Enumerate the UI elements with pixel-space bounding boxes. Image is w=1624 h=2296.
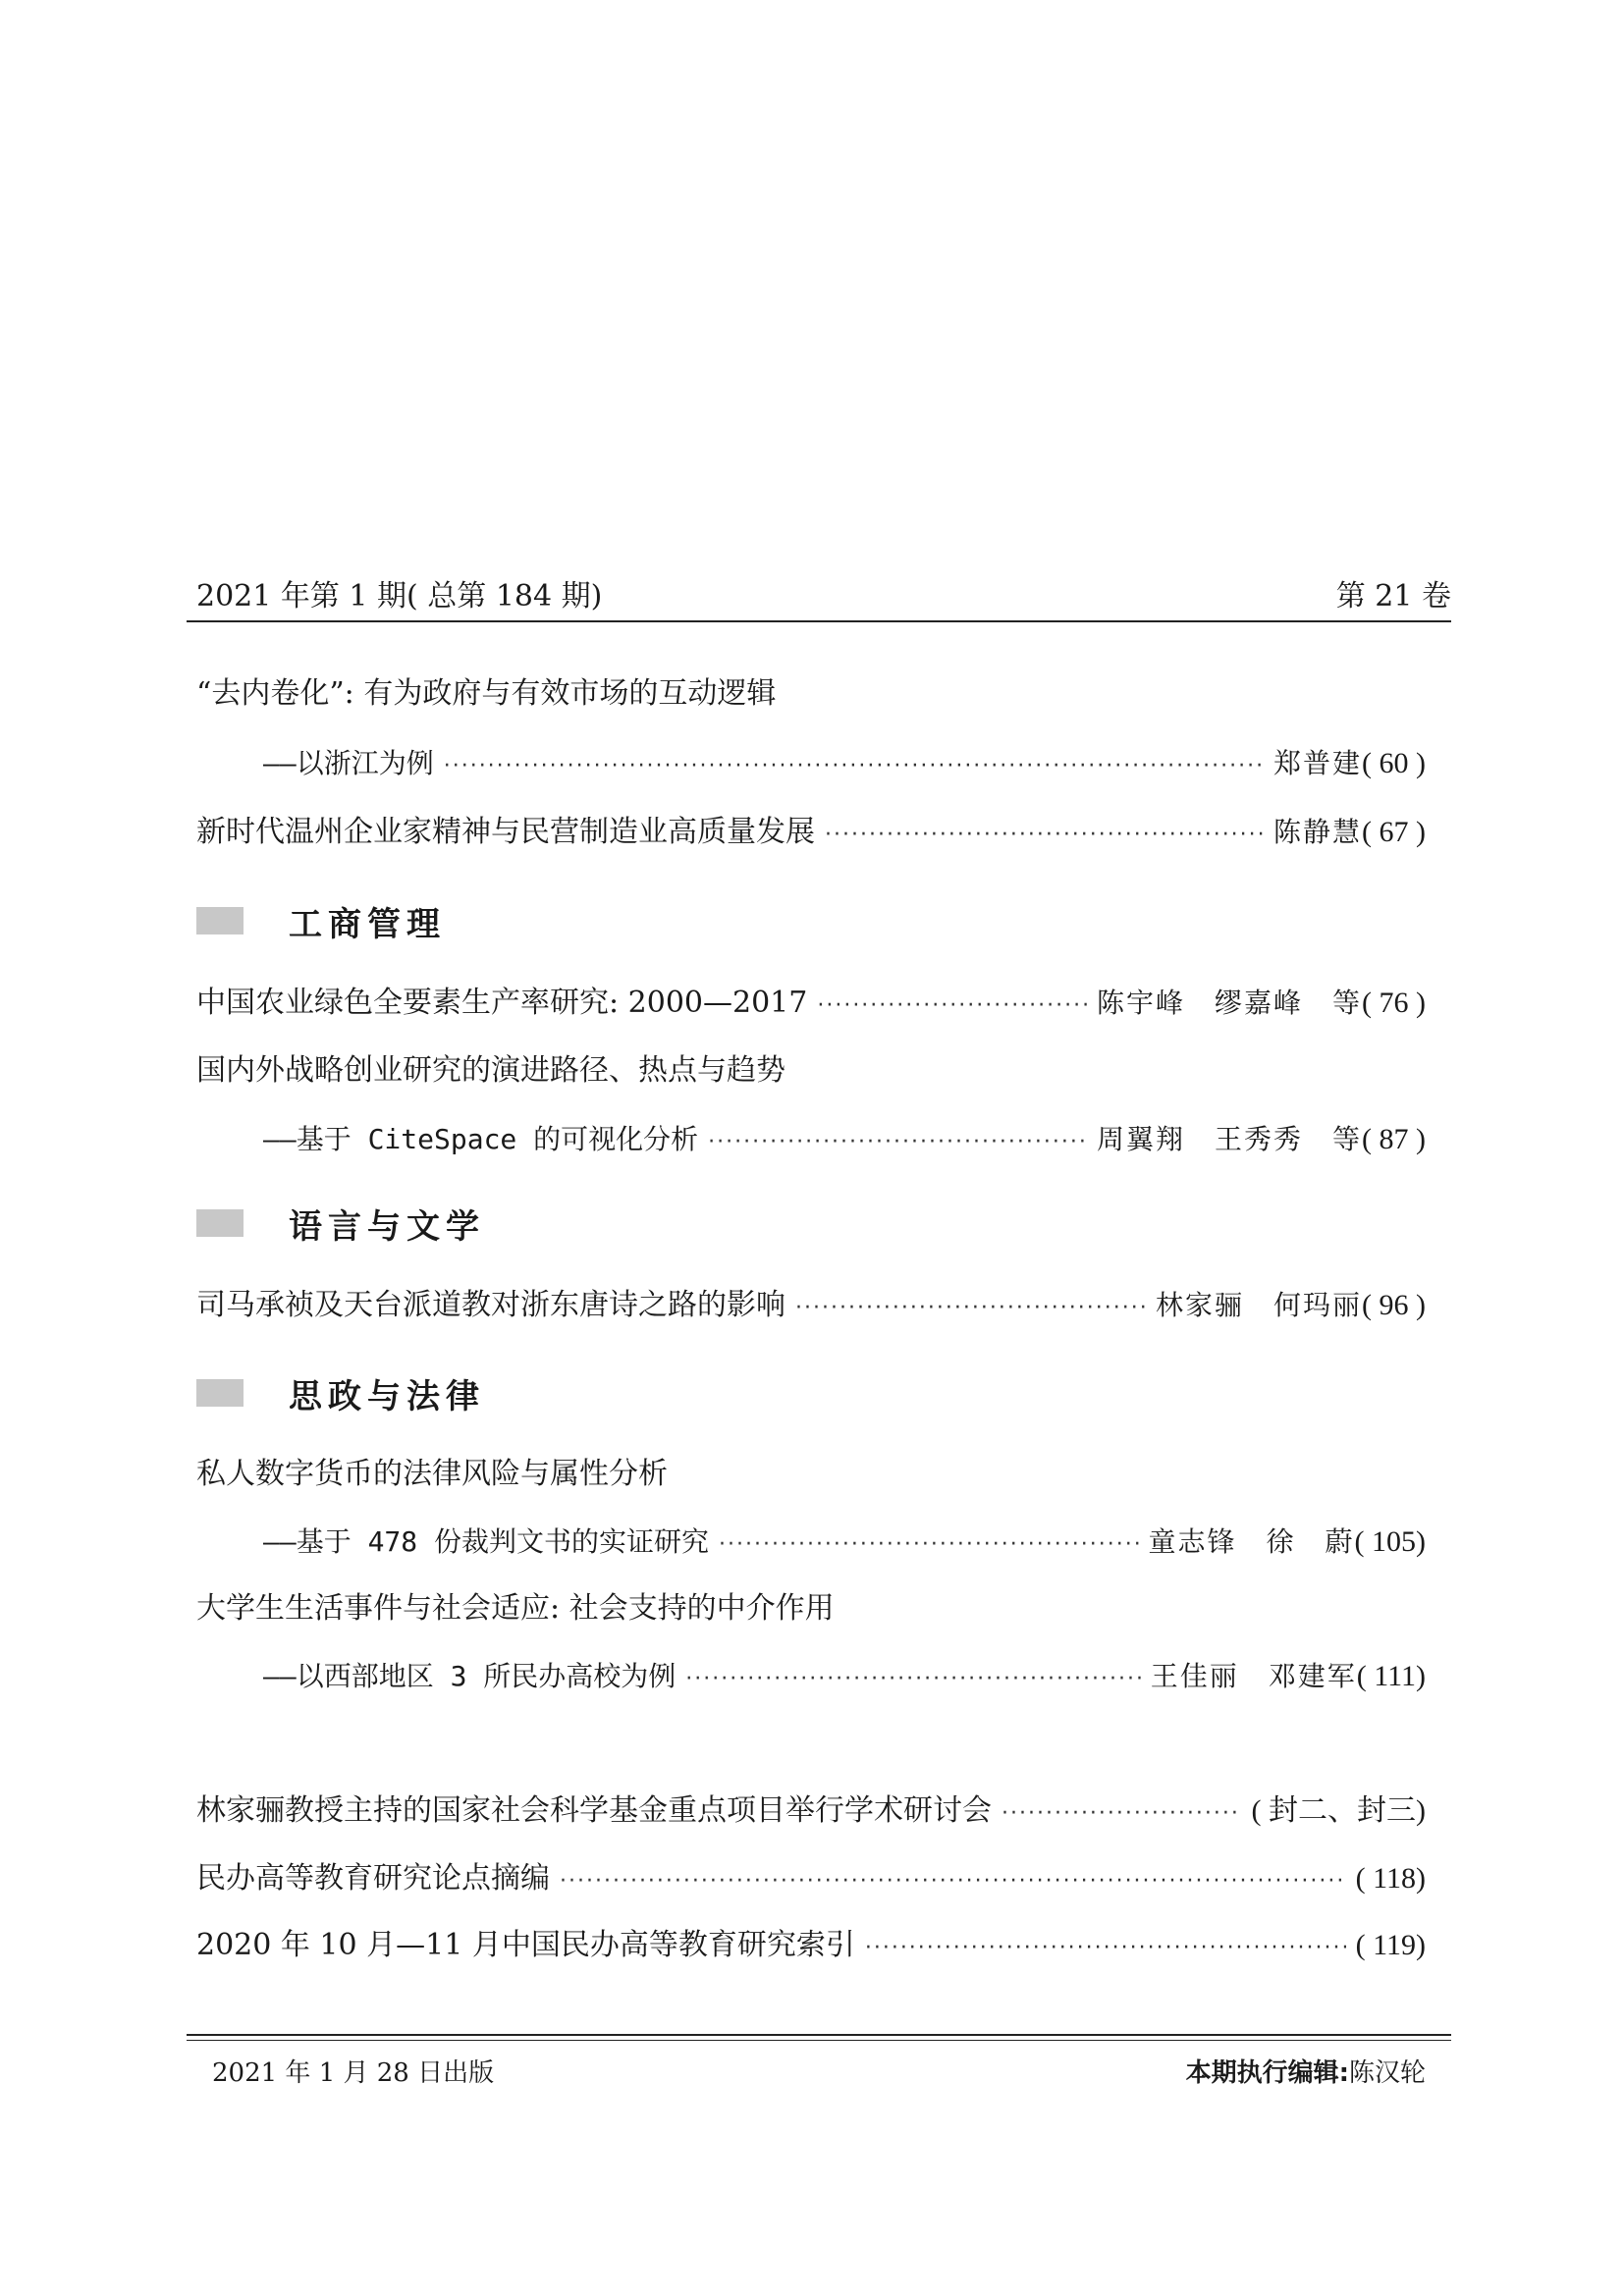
entry-title: 大学生生活事件与社会适应: 社会支持的中介作用 — [196, 1591, 835, 1626]
footer-rule-bottom — [187, 2040, 1451, 2041]
toc-entry[interactable] — [196, 984, 1426, 1026]
entry-author: 童志锋 徐 蔚 — [1148, 1525, 1355, 1558]
entry-title: 中国农业绿色全要素生产率研究: 2000—2017 — [196, 986, 808, 1020]
entry-author: 周翼翔 王秀秀 等 — [1097, 1123, 1363, 1155]
footer — [212, 2056, 1426, 2091]
entry-title: “去内卷化”: 有为政府与有效市场的互动逻辑 — [196, 676, 777, 711]
entry-title: 司马承祯及天台派道教对浙东唐诗之路的影响 — [196, 1288, 785, 1322]
section-heading-language-literature — [196, 1203, 485, 1247]
toc-entry-title — [196, 1051, 1426, 1091]
section-label: 思政与法律 — [289, 1376, 485, 1416]
entry-subtitle: ——基于 CiteSpace 的可视化分析 — [263, 1123, 699, 1155]
toc-entry[interactable] — [196, 1286, 1426, 1328]
entry-subtitle: ——以西部地区 3 所民办高校为例 — [263, 1660, 677, 1692]
section-marker — [196, 1209, 244, 1237]
toc-entry-title — [196, 1455, 1426, 1494]
executive-editor — [1186, 2056, 1426, 2091]
toc-entry[interactable] — [263, 1657, 1426, 1699]
entry-author: 陈宇峰 缪嘉峰 等 — [1097, 987, 1363, 1019]
entry-page: ( 60 ) — [1362, 747, 1426, 779]
entry-page: ( 76 ) — [1362, 987, 1426, 1019]
issue-number: 2021 年第 1 期( 总第 184 期) — [196, 579, 603, 614]
entry-page: ( 105) — [1354, 1525, 1426, 1558]
entry-page: ( 96 ) — [1362, 1289, 1426, 1321]
entry-page: ( 封二、封三) — [1251, 1794, 1426, 1827]
entry-title: 民办高等教育研究论点摘编 — [196, 1861, 550, 1896]
entry-page: ( 111) — [1356, 1660, 1426, 1692]
editor-name: 陈汉轮 — [1348, 2058, 1426, 2088]
footer-rule-top — [187, 2034, 1451, 2036]
entry-author: 林家骊 何玛丽 — [1156, 1289, 1363, 1321]
toc-entry[interactable] — [196, 1859, 1426, 1901]
entry-title: 国内外战略创业研究的演进路径、热点与趋势 — [196, 1053, 785, 1088]
leader-dots — [719, 1525, 1138, 1565]
entry-title: 新时代温州企业家精神与民营制造业高质量发展 — [196, 815, 815, 849]
issue-header — [196, 577, 1451, 616]
section-marker — [196, 1379, 244, 1407]
leader-dots — [685, 1660, 1140, 1699]
entry-author: 王佳丽 邓建军 — [1150, 1660, 1357, 1692]
entry-page: ( 119) — [1355, 1929, 1426, 1961]
toc-entry[interactable] — [263, 1522, 1426, 1565]
toc-entry[interactable] — [263, 1120, 1426, 1162]
leader-dots — [444, 747, 1264, 786]
section-heading-politics-law — [196, 1373, 485, 1416]
entry-title: 林家骊教授主持的国家社会科学基金重点项目举行学术研讨会 — [196, 1793, 992, 1828]
leader-dots — [795, 1289, 1146, 1328]
section-heading-business — [196, 901, 446, 944]
section-marker — [196, 907, 244, 934]
toc-entry[interactable] — [196, 1791, 1426, 1834]
entry-title: 私人数字货币的法律风险与属性分析 — [196, 1457, 668, 1491]
entry-subtitle: ——基于 478 份裁判文书的实证研究 — [263, 1525, 710, 1558]
leader-dots — [817, 987, 1087, 1026]
publish-date: 2021 年 1 月 28 日出版 — [212, 2058, 495, 2088]
section-label: 工商管理 — [289, 904, 446, 944]
leader-dots — [1001, 1794, 1242, 1834]
entry-page: ( 87 ) — [1362, 1123, 1426, 1155]
header-rule — [187, 620, 1451, 622]
entry-title: 2020 年 10 月—11 月中国民办高等教育研究索引 — [196, 1928, 855, 1962]
section-label: 语言与文学 — [289, 1206, 485, 1247]
leader-dots — [825, 816, 1264, 855]
leader-dots — [865, 1929, 1346, 1968]
toc-entry[interactable] — [196, 1926, 1426, 1968]
toc-entry[interactable] — [263, 744, 1426, 786]
entry-author: 陈静慧 — [1273, 816, 1363, 848]
leader-dots — [708, 1123, 1087, 1162]
toc-entry-title — [196, 1589, 1426, 1629]
entry-subtitle: ——以浙江为例 — [263, 747, 434, 779]
toc-entry[interactable] — [196, 813, 1426, 855]
leader-dots — [560, 1862, 1346, 1901]
entry-author: 郑普建 — [1273, 747, 1363, 779]
entry-page: ( 67 ) — [1362, 816, 1426, 848]
entry-page: ( 118) — [1355, 1862, 1426, 1895]
editor-label: 本期执行编辑: — [1185, 2058, 1349, 2088]
toc-entry-title — [196, 674, 1426, 714]
volume-number: 第 21 卷 — [1335, 579, 1451, 614]
